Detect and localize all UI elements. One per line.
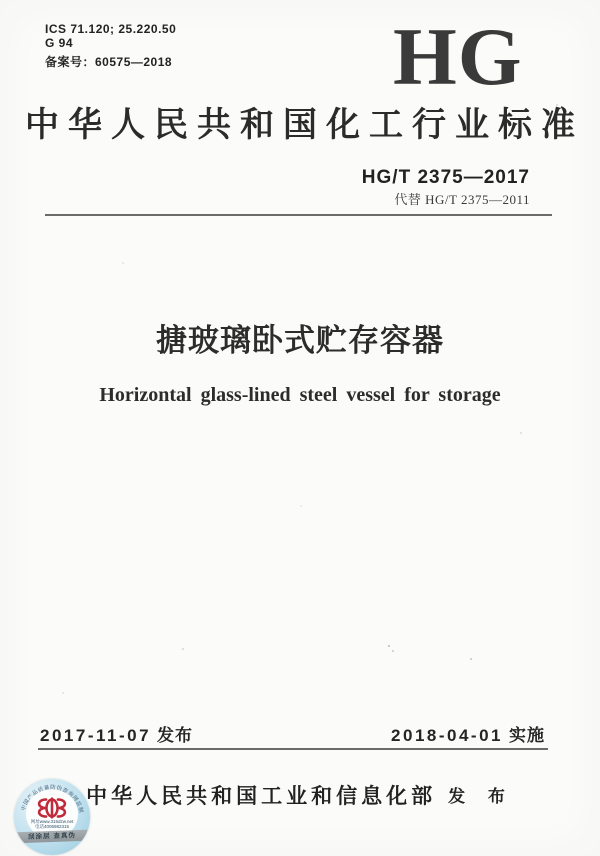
ics-block (45, 22, 176, 69)
sticker-band: 刮涂层 查真伪 (14, 830, 90, 844)
svg-text:中国产品质量防伪查询网监制: 中国产品质量防伪查询网监制 (20, 784, 84, 814)
scan-specks (0, 0, 2, 2)
standard-code: HG/T 2375—2017 (361, 167, 530, 188)
dates-row (0, 725, 600, 747)
implementation-date (391, 725, 545, 747)
doc-title-en: Horizontal glass-lined steel vessel for storage (99, 384, 501, 406)
anti-counterfeit-sticker (14, 779, 90, 855)
implementation-date-label: 实施 (509, 726, 545, 745)
sticker-phone-line: 电话4006982315 (34, 824, 70, 829)
hg-logo: HG (393, 11, 523, 102)
publisher-name: 中华人民共和国工业和信息化部 (86, 785, 437, 808)
issue-date (40, 725, 193, 747)
publisher-line (0, 780, 600, 810)
footer-rule (38, 748, 548, 750)
replaces-note: 代替 HG/T 2375—2011 (394, 191, 530, 207)
doc-title-zh: 搪玻璃卧式贮存容器 (156, 323, 444, 358)
issue-date-label: 发布 (157, 726, 194, 745)
document-class-code: G 94 (45, 36, 74, 50)
standard-name-heading: 中华人民共和国化工行业标准 (25, 107, 584, 144)
sticker-emblem-icon (32, 797, 72, 819)
sticker-site-line: 网址www.315dzw.net (30, 819, 74, 824)
publish-label: 发 布 (448, 787, 514, 806)
header-rule (45, 214, 552, 216)
implementation-date-value: 2018-04-01 (391, 726, 503, 745)
standard-code-block (362, 167, 530, 208)
ics-code: ICS 71.120; 25.220.50 (45, 22, 177, 36)
issue-date-value: 2017-11-07 (40, 726, 152, 745)
filing-number: 备案号：60575—2018 (45, 55, 173, 69)
